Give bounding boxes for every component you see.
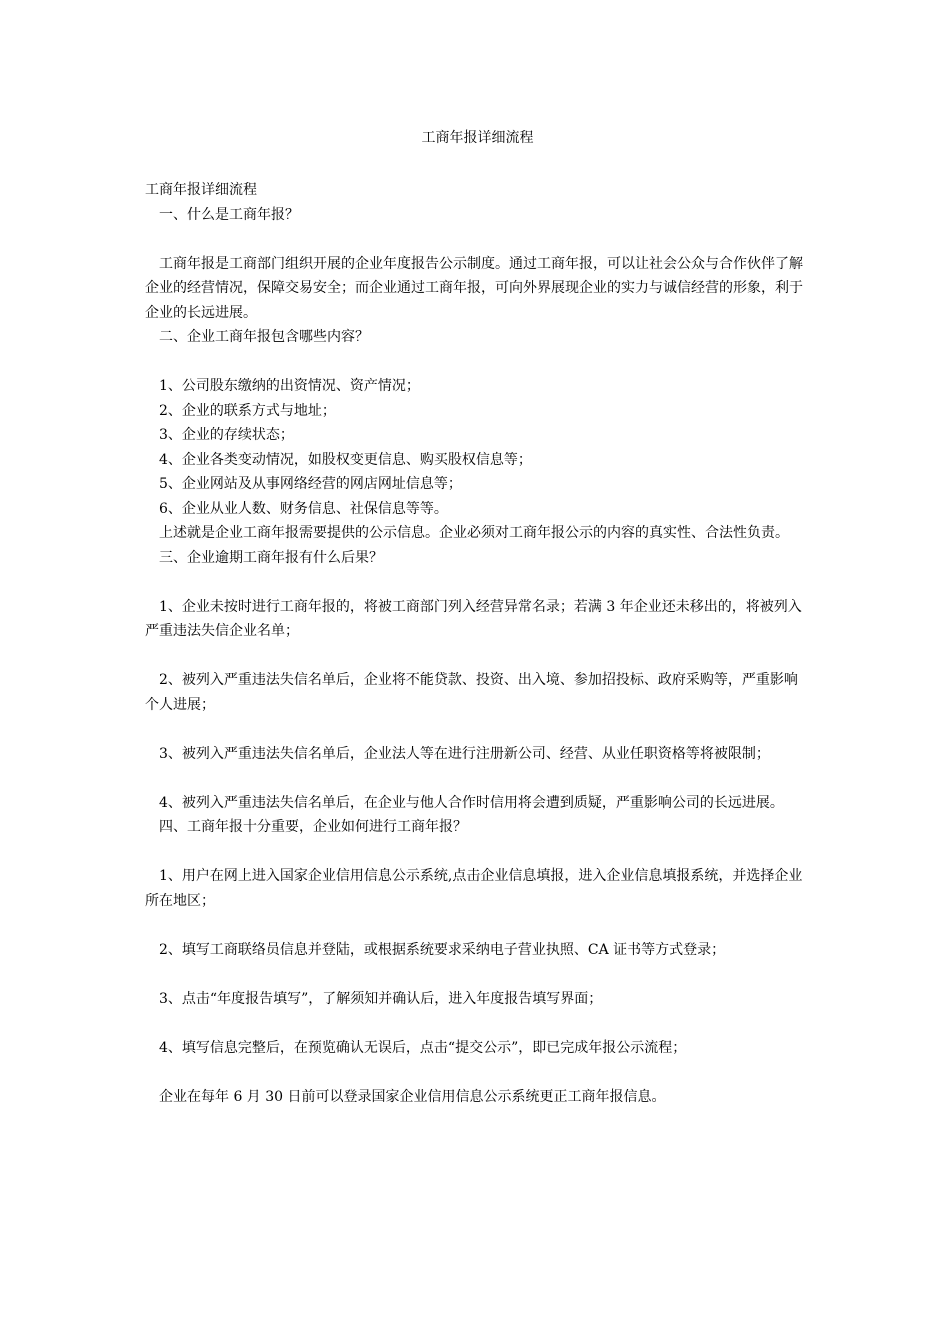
document-title: 工商年报详细流程 <box>421 130 534 146</box>
section-2-item: 4、企业各类变动情况，如股权变更信息、购买股权信息等； <box>159 451 532 468</box>
spacer <box>145 913 810 938</box>
section-4-heading: 四、工商年报十分重要，企业如何进行工商年报？ <box>159 819 467 835</box>
spacer <box>145 1060 810 1085</box>
spacer <box>145 227 810 252</box>
spacer <box>145 962 810 987</box>
section-4-item: 4、填写信息完整后，在预览确认无误后，点击“提交公示”，即已完成年报公示流程； <box>159 1039 687 1056</box>
section-2-item: 5、企业网站及从事网络经营的网店网址信息等； <box>159 476 462 492</box>
document-body <box>145 178 810 1109</box>
section-3-item: 2、被列入严重违法失信名单后，企业将不能贷款、投资、出入境、参加招投标、政府采购等，严重影响个人进展； <box>145 672 798 713</box>
section-3-heading: 三、企业逾期工商年报有什么后果？ <box>159 549 383 566</box>
spacer <box>145 1011 810 1036</box>
section-2-item: 6、企业从业人数、财务信息、社保信息等等。 <box>159 500 448 517</box>
section-4-item: 2、填写工商联络员信息并登陆，或根据系统要求采纳电子营业执照、CA 证书等方式登录； <box>159 941 726 958</box>
spacer <box>145 570 810 595</box>
section-4-item: 3、点击“年度报告填写”，了解须知并确认后，进入年度报告填写界面； <box>159 990 603 1007</box>
section-2-heading: 二、企业工商年报包含哪些内容？ <box>159 329 369 345</box>
section-3-item: 1、企业未按时进行工商年报的，将被工商部门列入经营异常名录；若满 3 年企业还未移出的，将被列入严重违法失信企业名单； <box>145 598 802 639</box>
spacer <box>145 840 810 865</box>
spacer <box>145 350 810 375</box>
section-2-summary: 上述就是企业工商年报需要提供的公示信息。企业必须对工商年报公示的内容的真实性、合法性负责。 <box>159 525 789 541</box>
spacer <box>145 644 810 669</box>
section-1-paragraph: 工商年报是工商部门组织开展的企业年度报告公示制度。通过工商年报，可以让社会公众与合作伙伴了解企业的经营情况，保障交易安全；而企业通过工商年报，可向外界展现企业的实力与诚信经营的形象，利于企业的长远进展。 <box>145 255 803 321</box>
section-3-item: 3、被列入严重违法失信名单后，企业法人等在进行注册新公司、经营、从业任职资格等将被限制； <box>159 745 770 762</box>
section-4-item: 1、用户在网上进入国家企业信用信息公示系统,点击企业信息填报，进入企业信息填报系统，并选择企业所在地区； <box>145 868 803 909</box>
document-page <box>145 126 810 1109</box>
document-heading: 工商年报详细流程 <box>145 182 257 198</box>
section-2-item: 1、公司股东缴纳的出资情况、资产情况； <box>159 378 420 394</box>
section-1-heading: 一、什么是工商年报？ <box>159 206 299 223</box>
spacer <box>145 717 810 742</box>
section-3-item: 4、被列入严重违法失信名单后，在企业与他人合作时信用将会遭到质疑，严重影响公司的长远进展。 <box>159 794 784 811</box>
section-4-closing: 企业在每年 6 月 30 日前可以登录国家企业信用信息公示系统更正工商年报信息。 <box>159 1088 666 1105</box>
section-2-item: 2、企业的联系方式与地址； <box>159 402 336 419</box>
section-2-item: 3、企业的存续状态； <box>159 427 294 443</box>
spacer <box>145 766 810 791</box>
